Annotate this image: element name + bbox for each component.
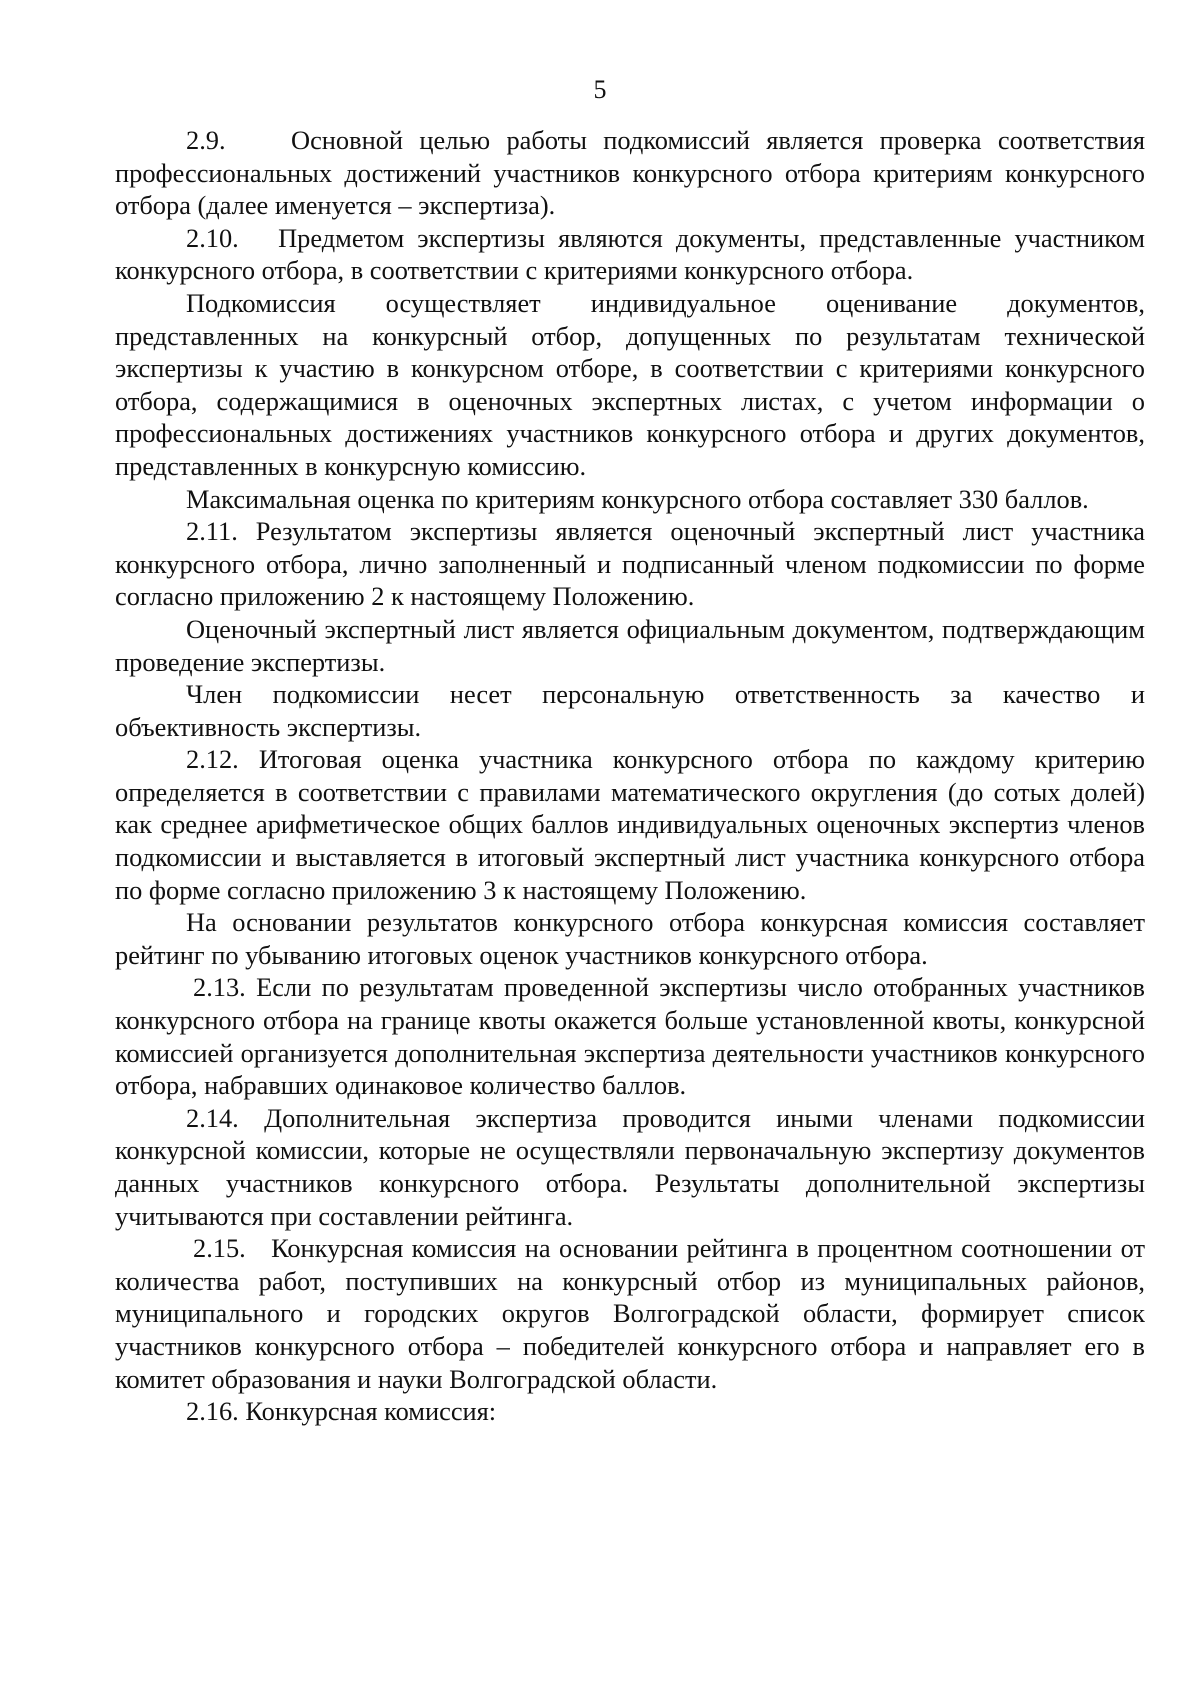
paragraph-subcommission-assessment: Подкомиссия осуществляет индивидуальное оценивание документов, представленных на конкурсный отбор, допущенных по результатам технической экспертизы к участию в конкурсном отборе, в соответствии с критериями конкурсного отбора, содержащимися в оценочных экспертных листах, с учетом информации о профессиональных достижениях участников конкурсного отбора и других документов, представленных в конкурсную комиссию. [115,287,1145,481]
paragraph-evaluation-sheet: Оценочный экспертный лист является официальным документом, подтверждающим проведение экспертизы. [115,613,1145,677]
paragraph-2-14: 2.14. Дополнительная экспертиза проводится иными членами подкомиссии конкурсной комиссии, которые не осуществляли первоначальную экспертизу документов данных участников конкурсного отбора. Результаты дополнительной экспертизы учитываются при составлении рейтинга. [115,1102,1145,1231]
paragraph-member-responsibility: Член подкомиссии несет персональную ответственность за качество и объективность экспертизы. [115,679,1145,742]
document-body [115,124,1145,1428]
paragraph-2-11: 2.11. Результатом экспертизы является оценочный экспертный лист участника конкурсного отбора, лично заполненный и подписанный членом подкомиссии по форме согласно приложению 2 к настоящему Положению. [115,516,1145,612]
paragraph-rating: На основании результатов конкурсного отбора конкурсная комиссия составляет рейтинг по убыванию итоговых оценок участников конкурсного отбора. [115,907,1145,970]
paragraph-2-16: 2.16. Конкурсная комиссия: [186,1396,497,1427]
paragraph-2-12: 2.12. Итоговая оценка участника конкурсного отбора по каждому критерию определяется в соответствии с правилами математического округления (до сотых долей) как среднее арифметическое общих баллов индивидуальных оценочных экспертиз членов подкомиссии и выставляется в итоговый экспертный лист участника конкурсного отбора по форме согласно приложению 3 к настоящему Положению. [115,744,1145,905]
paragraph-2-13: 2.13. Если по результатам проведенной экспертизы число отобранных участников конкурсного отбора на границе квоты окажется больше установленной квоты, конкурсной комиссией организуется дополнительная экспертиза деятельности участников конкурсного отбора, набравших одинаковое количество баллов. [115,972,1145,1101]
paragraph-2-10: 2.10. Предметом экспертизы являются документы, представленные участником конкурсного отбора, в соответствии с критериями конкурсного отбора. [115,222,1145,286]
page-number: 5 [593,75,607,104]
paragraph-2-9: 2.9. Основной целью работы подкомиссий является проверка соответствия профессиональных достижений участников конкурсного отбора критериям конкурсного отбора (далее именуется – экспертиза). [115,125,1145,221]
paragraph-2-15: 2.15. Конкурсная комиссия на основании рейтинга в процентном соотношении от количества работ, поступивших на конкурсный отбор из муниципальных районов, муниципального и городских округов Волгоградской области, формирует список участников конкурсного отбора – победителей конкурсного отбора и направляет его в комитет образования и науки Волгоградской области. [115,1233,1145,1394]
paragraph-maximum-score: Максимальная оценка по критериям конкурсного отбора составляет 330 баллов. [186,483,1089,514]
